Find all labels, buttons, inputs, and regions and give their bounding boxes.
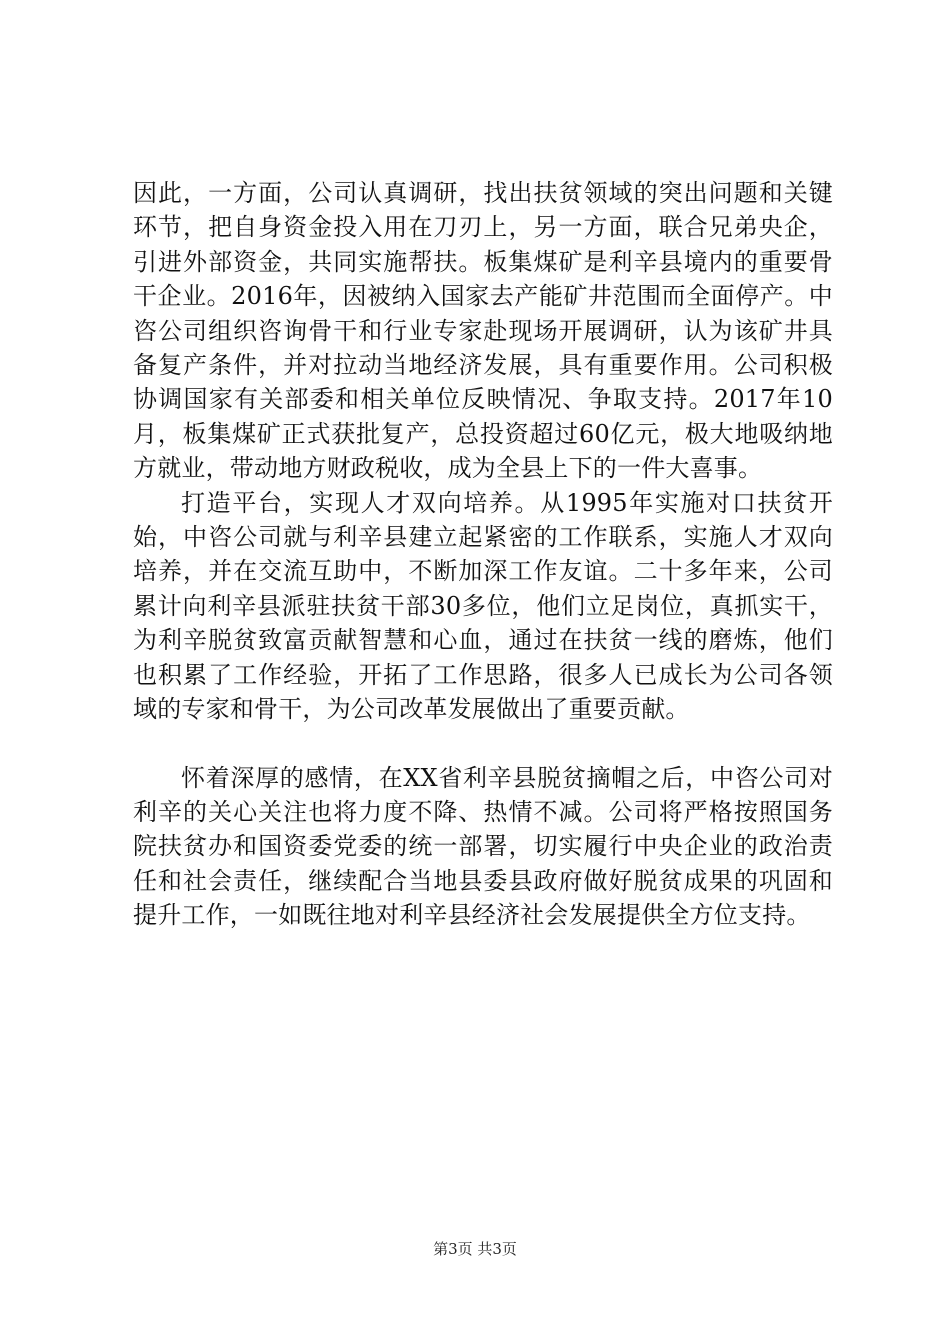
paragraph-talent-training: 打造平台，实现人才双向培养。从1995年实施对口扶贫开始，中咨公司就与利辛县建立起紧密的工作联系，实施人才双向培养，并在交流互助中，不断加深工作友谊。二十多年来，公司累计向利辛县派驻扶贫干部30多位，他们立足岗位，真抓实干，为利辛脱贫致富贡献智慧和心血，通过在扶贫一线的磨炼，他们也积累了工作经验，开拓了工作思路，很多人已成长为公司各领域的专家和骨干，为公司改革发展做出了重要贡献。 bbox=[133, 488, 833, 724]
paragraph-continued-support: 怀着深厚的感情，在XX省利辛县脱贫摘帽之后，中咨公司对利辛的关心关注也将力度不降、热情不减。公司将严格按照国务院扶贫办和国资委党委的统一部署，切实履行中央企业的政治责任和社会责任，继续配合当地县委县政府做好脱贫成果的巩固和提升工作，一如既往地对利辛县经济社会发展提供全方位支持。 bbox=[133, 763, 833, 930]
document-body bbox=[133, 176, 833, 933]
page-number-footer: 第3页 共3页 bbox=[433, 1240, 517, 1258]
paragraph-poverty-funding: 因此，一方面，公司认真调研，找出扶贫领域的突出问题和关键环节，把自身资金投入用在刀刃上，另一方面，联合兄弟央企，引进外部资金，共同实施帮扶。板集煤矿是利辛县境内的重要骨干企业。2016年，因被纳入国家去产能矿井范围而全面停产。中咨公司组织咨询骨干和行业专家赴现场开展调研，认为该矿井具备复产条件，并对拉动当地经济发展，具有重要作用。公司积极协调国家有关部委和相关单位反映情况、争取支持。2017年10月，板集煤矿正式获批复产，总投资超过60亿元，极大地吸纳地方就业，带动地方财政税收，成为全县上下的一件大喜事。 bbox=[133, 179, 833, 483]
